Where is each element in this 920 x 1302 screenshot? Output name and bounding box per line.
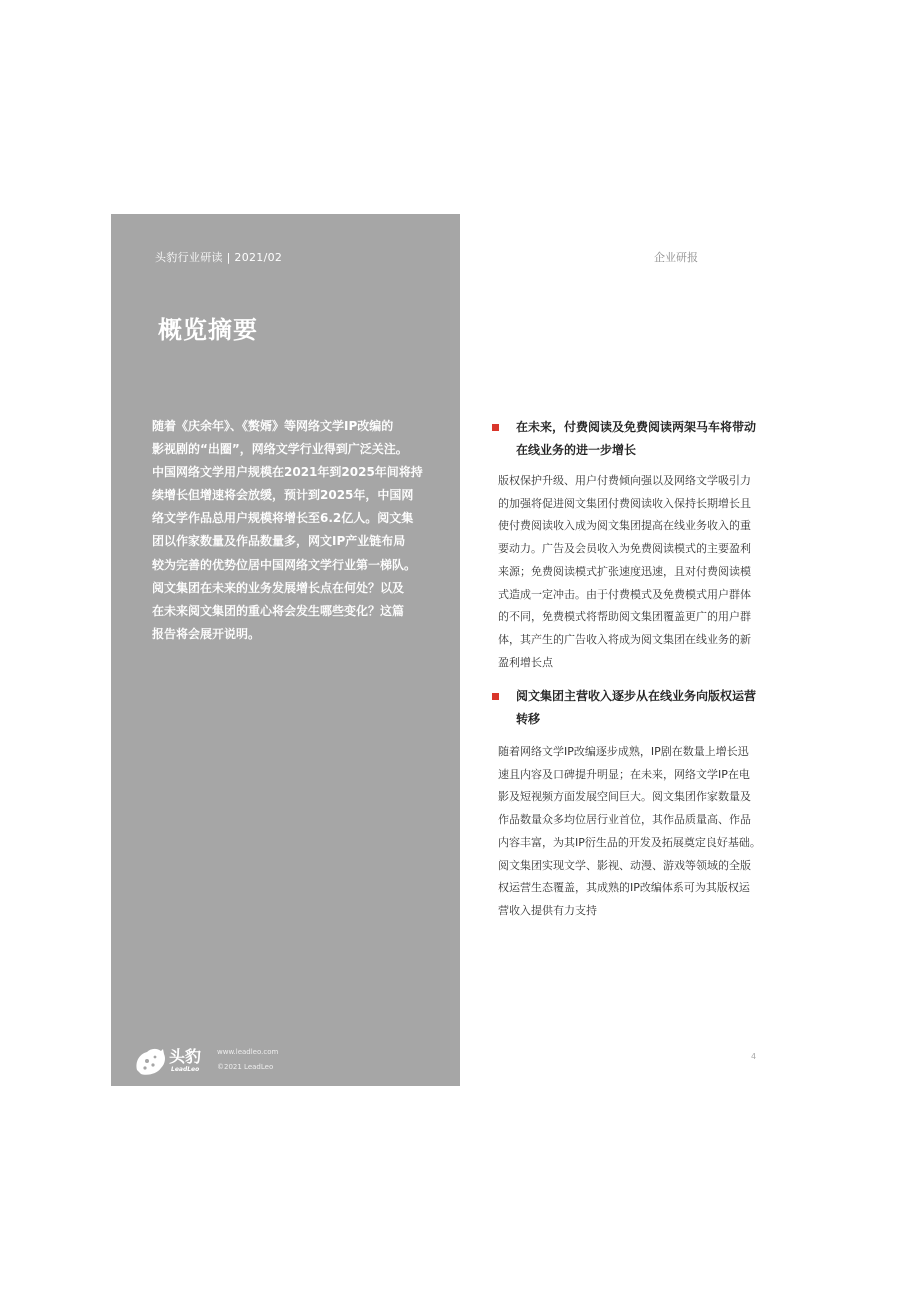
red-square-bullet-icon bbox=[492, 693, 499, 700]
copyright-text: ©2021 LeadLeo bbox=[217, 1063, 274, 1071]
summary-line: 团以作家数量及作品数量多，网文IP产业链布局 bbox=[152, 534, 406, 549]
section-body-line: 的加强将促进阅文集团付费阅读收入保持长期增长且 bbox=[498, 496, 751, 510]
summary-line: 报告将会展开说明。 bbox=[152, 626, 261, 641]
summary-line: 在未来阅文集团的重心将会发生哪些变化？这篇 bbox=[152, 603, 405, 618]
summary-line: 中国网络文学用户规模在2021年到2025年间将持 bbox=[152, 465, 423, 480]
section-title bbox=[516, 685, 756, 732]
section-body-line: 内容丰富，为其IP衍生品的开发及拓展奠定良好基础。 bbox=[498, 835, 761, 849]
section-title bbox=[516, 416, 756, 463]
website-url: www.leadleo.com bbox=[217, 1048, 279, 1056]
section-title-line: 在未来，付费阅读及免费阅读两架马车将带动 bbox=[516, 420, 757, 434]
section-body-line: 随着网络文学IP改编逐步成熟，IP剧在数量上增长迅 bbox=[498, 745, 749, 758]
report-page bbox=[111, 214, 781, 1086]
section-body bbox=[498, 741, 761, 923]
section-body-line: 权运营生态覆盖，其成熟的IP改编体系可为其版权运 bbox=[498, 881, 750, 895]
summary-line: 影视剧的“出圈”，网络文学行业得到广泛关注。 bbox=[152, 442, 408, 457]
left-panel bbox=[111, 214, 460, 1086]
red-square-bullet-icon bbox=[492, 424, 499, 431]
summary-line: 阅文集团在未来的业务发展增长点在何处？以及 bbox=[152, 580, 405, 595]
section-body-line: 速且内容及口碑提升明显；在未来，网络文学IP在电 bbox=[498, 767, 750, 781]
summary-text bbox=[152, 415, 442, 646]
section-body-line: 使付费阅读收入成为阅文集团提高在线业务收入的重 bbox=[498, 519, 751, 533]
summary-line: 络文学作品总用户规模将增长至6.2亿人。阅文集 bbox=[152, 511, 414, 526]
page-number: 4 bbox=[751, 1052, 757, 1061]
summary-line: 续增长但增速将会放缓，预计到2025年，中国网 bbox=[152, 488, 414, 503]
report-series-date: 头豹行业研读 | 2021/02 bbox=[155, 251, 283, 264]
section-body-line: 营收入提供有力支持 bbox=[498, 903, 597, 917]
logo-subtext: LeadLeo bbox=[171, 1066, 200, 1073]
page-title: 概览摘要 bbox=[158, 316, 258, 344]
section-title-line: 转移 bbox=[516, 712, 541, 727]
section-title-line: 在线业务的进一步增长 bbox=[516, 443, 637, 458]
section-title-line: 阅文集团主营收入逐步从在线业务向版权运营 bbox=[516, 689, 757, 703]
section-body-line: 版权保护升级、用户付费倾向强以及网络文学吸引力 bbox=[498, 474, 751, 487]
report-category: 企业研报 bbox=[654, 251, 698, 264]
section-body-line: 体，其产生的广告收入将成为阅文集团在线业务的新 bbox=[498, 632, 751, 646]
section-body-line: 的不同，免费模式将帮助阅文集团覆盖更广的用户群 bbox=[498, 610, 751, 624]
section-body-line: 盈利增长点 bbox=[498, 655, 553, 669]
summary-line: 随着《庆余年》、《赘婿》等网络文学IP改编的 bbox=[152, 419, 394, 433]
section-body-line: 式造成一定冲击。由于付费模式及免费模式用户群体 bbox=[498, 587, 751, 601]
section-body-line: 作品数量众多均位居行业首位，其作品质量高、作品 bbox=[498, 813, 751, 827]
section-body-line: 来源；免费阅读模式扩张速度迅速，且对付费阅读模 bbox=[498, 564, 751, 578]
logo-wordmark: 头豹 bbox=[169, 1047, 202, 1066]
section-body-line: 阅文集团实现文学、影视、动漫、游戏等领域的全版 bbox=[498, 858, 751, 872]
section-body bbox=[498, 470, 751, 674]
summary-line: 较为完善的优势位居中国网络文学行业第一梯队。 bbox=[152, 557, 417, 572]
section-body-line: 影及短视频方面发展空间巨大。阅文集团作家数量及 bbox=[498, 790, 751, 804]
section-body-line: 要动力。广告及会员收入为免费阅读模式的主要盈利 bbox=[498, 542, 751, 556]
